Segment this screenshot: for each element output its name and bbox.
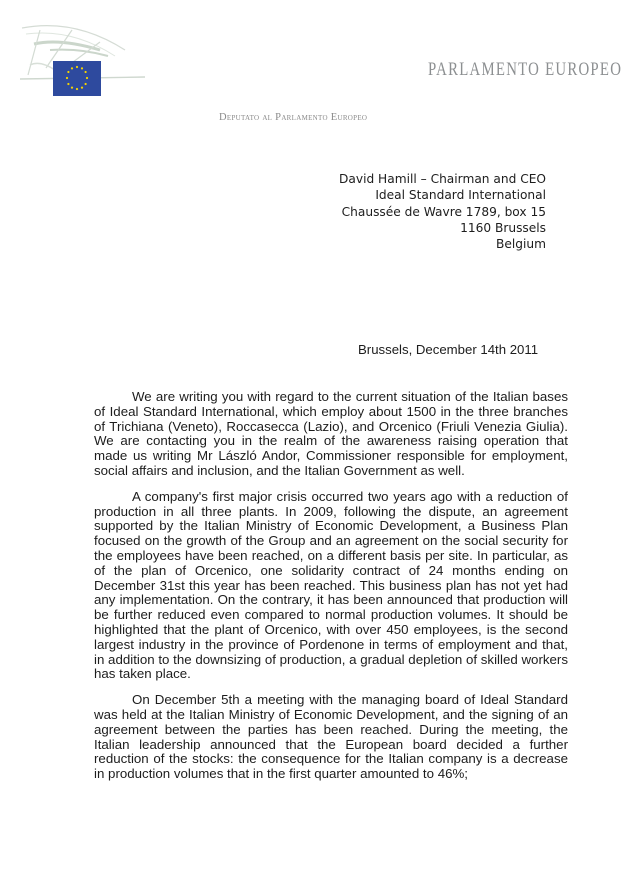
institution-name: PARLAMENTO EUROPEO — [428, 59, 623, 80]
recipient-name: David Hamill – Chairman and CEO — [339, 172, 546, 186]
recipient-city: 1160 Brussels — [460, 220, 546, 235]
eu-flag-icon — [53, 61, 101, 96]
date-line: Brussels, December 14th 2011 — [358, 342, 539, 357]
european-parliament-logo — [20, 20, 150, 100]
recipient-street: Chaussée de Wavre 1789, box 15 — [341, 204, 546, 219]
recipient-country: Belgium — [496, 237, 546, 252]
letter-body — [94, 390, 568, 793]
paragraph-3: On December 5th a meeting with the managing board of Ideal Standard was held at the Italian Ministry of Economic Development, and the signing of an agreement between the parties has been reached. During the meeting, the Italian leadership announced that the European board decided a further reduction of the stocks: the consequence for the Italian company is a decrease in production volumes that in the first quarter amounted to 46%; — [94, 692, 568, 782]
paragraph-1: We are writing you with regard to the current situation of the Italian bases of Ideal Standard International, which employ about 1500 in the three branches of Trichiana (Veneto), Roccasecca (Lazio), and Orcenico (Friuli Venezia Giulia). We are contacting you in the realm of the awareness raising operation that made us writing Mr László Andor, Commissioner responsible for employment, social affairs and inclusion, and the Italian Government as well. — [94, 389, 568, 478]
letterhead-subtitle: Deputato al Parlamento Europeo — [219, 112, 368, 123]
recipient-address — [339, 171, 546, 252]
recipient-company: Ideal Standard International — [375, 188, 546, 203]
paragraph-2: A company's first major crisis occurred two years ago with a reduction of production in all three plants. In 2009, following the dispute, an agreement supported by the Italian Ministry of Economic Development, a Business Plan focused on the growth of the Group and an agreement on the social security for the employees have been reached, on a different basis per site. In particular, as of the plan of Orcenico, one solidarity contract of 24 months ending on December 31st this year has been reached. This business plan has not yet had any implementation. On the contrary, it has been announced that production will be further reduced even compared to normal production volumes. It should be highlighted that the plant of Orcenico, with over 450 employees, is the second largest industry in the province of Pordenone in terms of employment and that, in addition to the downsizing of production, a gradual depletion of skilled workers has taken place. — [94, 488, 568, 682]
